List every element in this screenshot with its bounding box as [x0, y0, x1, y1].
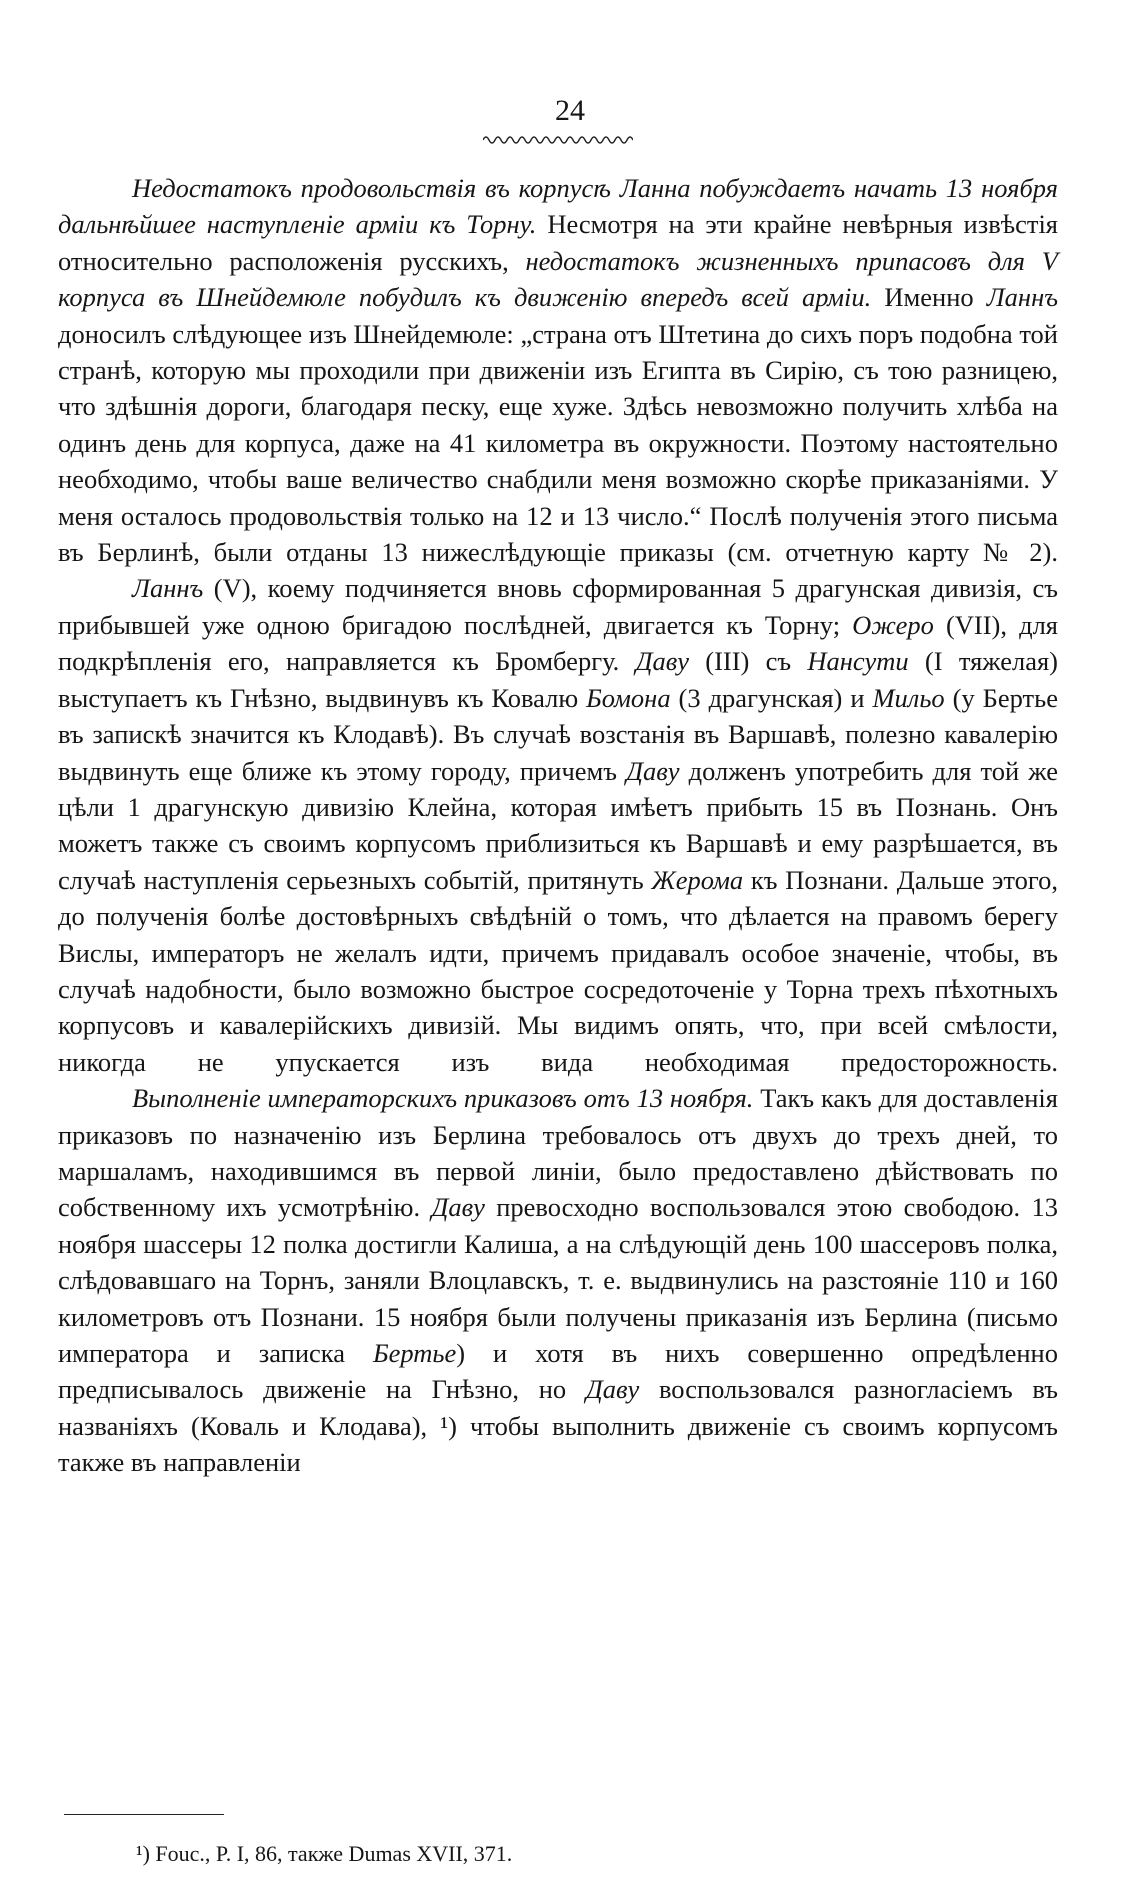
italic-run: Даву: [626, 755, 680, 786]
text-run: воспользовался разногласіемъ въ названіяхъ (Коваль и Клодава),: [58, 1374, 1058, 1441]
italic-run: Бертье: [372, 1338, 457, 1368]
text-run: доносилъ слѣдующее изъ Шнейдемюле: „страна отъ Штетина до сихъ поръ подобна той странѣ, которую мы проходили при движеніи изъ Египта въ Сирію, съ тою разницею, что здѣшнія дороги, благодаря песку, еще хуже. Здѣсь невозможно получить хлѣба на одинъ день для корпуса, даже на 41 километра въ окружности. Поэтому настоятельно необходимо, чтобы ваше величество снабдили меня возможно скорѣе приказаніями. У меня осталось продовольствія только на 12 и 13 число.“ Послѣ полученія этого письма въ Берлинѣ, были отданы 13 нижеслѣдующіе приказы (см. отчетную карту № 2).: [58, 318, 1058, 568]
paragraph-3-heading: Выполненіе императорскихъ приказовъ отъ 13 ноября.: [132, 1083, 754, 1114]
text-run: (III) съ: [688, 646, 808, 677]
text-run: (3 драгунская) и: [670, 682, 873, 713]
header-ornament-wavy-line: [483, 134, 633, 146]
italic-run: Нансути: [807, 646, 909, 677]
paragraph-1: [58, 170, 1058, 570]
text-run: ) и хотя въ нихъ совершенно опредѣленно предписывалось движеніе на Гнѣзно, но: [58, 1338, 1058, 1405]
footnote: [136, 1840, 936, 1868]
italic-run: Бомона: [586, 682, 671, 713]
text-run: (V), коему подчиняется вновь сформированная 5 драгунская дивизія, съ прибывшей уже одною бригадою послѣдней, двигается къ Торну;: [58, 573, 1058, 640]
text-run: долженъ употребить для той же цѣли 1 драгунскую дивизію Клейна, которая имѣетъ прибыть 15 въ Познань. Онъ можетъ также съ своимъ корпусомъ приблизиться къ Варшавѣ и ему разрѣшается, въ случаѣ наступленія серьезныхъ событій, притянуть: [58, 755, 1059, 895]
text-run: превосходно воспользовался этою свободою. 13 ноября шассеры 12 полка достигли Калиша, а на слѣдующій день 100 шассеровъ полка, слѣдовавшаго на Торнъ, заняли Влоцлавскъ, т. е. выдвинулись на разстояніе 110 и 160 километровъ отъ Познани. 15 ноября были получены приказанія изъ Берлина (письмо императора и записка: [58, 1192, 1058, 1368]
text-run: Такъ какъ для доставленія приказовъ по назначенію изъ Берлина требовалось отъ двухъ до трехъ дней, то маршаламъ, находившимся въ первой линіи, было предоставлено дѣйствовать по собственному ихъ усмотрѣнію.: [58, 1083, 1058, 1223]
text-run: чтобы выполнить движеніе съ своимъ корпусомъ также въ направленіи: [58, 1410, 1058, 1478]
italic-run: Даву: [635, 646, 689, 677]
italic-run: Даву: [431, 1192, 485, 1223]
italic-run: Жерома: [651, 864, 744, 895]
text-run: къ Познани. Дальше этого, до полученія болѣе достовѣрныхъ свѣдѣній о томъ, что дѣлается на правомъ берегу Вислы, императоръ не желалъ идти, причемъ придавалъ особое значеніе, чтобы, въ случаѣ надобности, было возможно быстрое сосредоточеніе у Торна трехъ пѣхотныхъ корпусовъ и кавалерійскихъ дивизій. Мы видимъ опять, что, при всей смѣлости, никогда не упускается изъ вида необходимая предосторожность.: [58, 864, 1058, 1077]
italic-run: Ожеро: [852, 609, 934, 640]
paragraph-1-heading: Недостатокъ продовольствія въ корпусѣ Ланна побуждаетъ начать 13 ноября дальнѣйшее наступленіе арміи къ Торну.: [58, 173, 1058, 240]
paragraph-3: [58, 1080, 1058, 1480]
footnote-divider: [64, 1814, 224, 1815]
footnote-text: Fouc., P. I, 86, также Dumas XVII, 371.: [149, 1841, 513, 1866]
footnote-marker: ¹): [136, 1841, 150, 1866]
italic-run: Даву: [585, 1374, 640, 1405]
italic-run: Ланнъ: [986, 282, 1058, 313]
text-run: (VII), для подкрѣпленія его, направляется къ Бромбергу.: [58, 609, 1058, 677]
italic-run: Мильо: [872, 682, 945, 713]
body-text: [58, 170, 1058, 1481]
italic-run: недостатокъ жизненныхъ припасовъ для V корпуса въ Шнейдемюле побудилъ къ движенію впередъ всей арміи.: [58, 245, 1058, 313]
paragraph-2: [58, 570, 1058, 1080]
page-number: 24: [555, 94, 585, 127]
italic-run: Ланнъ: [132, 573, 204, 604]
footnote-reference[interactable]: ¹): [440, 1410, 457, 1441]
text-run: Именно: [871, 282, 987, 313]
text-run: (I тяжелая) выступаетъ къ Гнѣзно, выдвинувъ къ Ковалю: [58, 646, 1058, 713]
text-run: (у Бертье въ запискѣ значится къ Клодавѣ). Въ случаѣ возстанія въ Варшавѣ, полезно кавалерію выдвинуть еще ближе къ этому городу, причемъ: [58, 682, 1058, 786]
text-run: Несмотря на эти крайне невѣрныя извѣстія относительно расположенія русскихъ,: [58, 209, 1058, 276]
